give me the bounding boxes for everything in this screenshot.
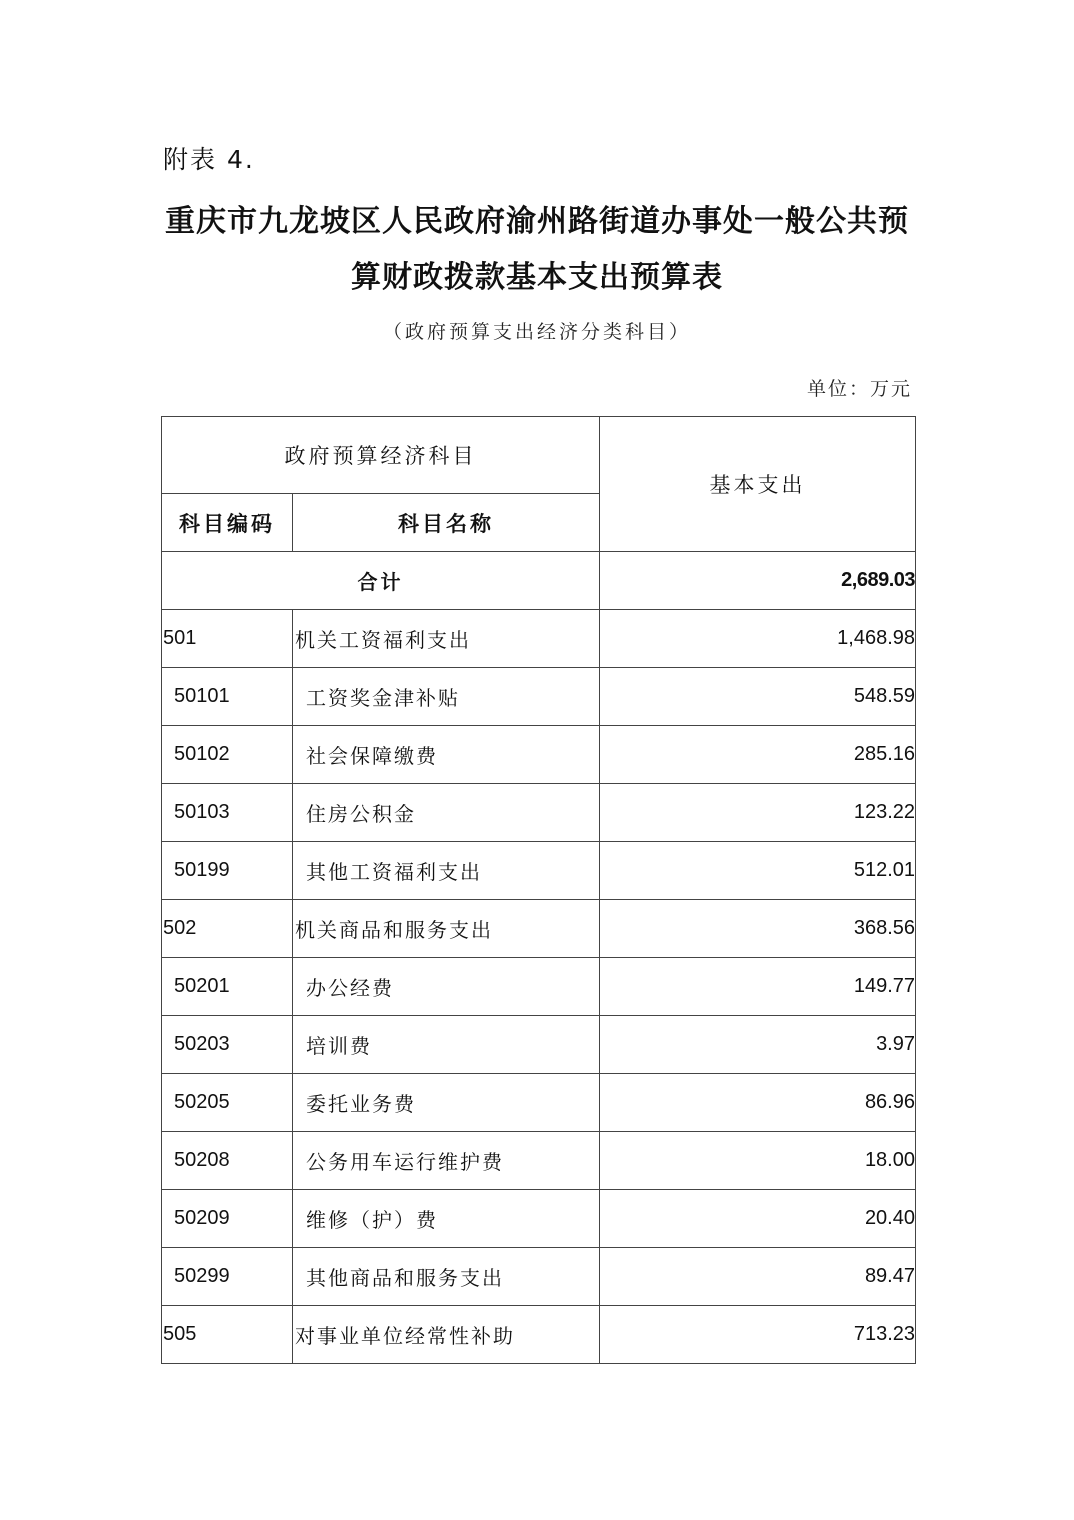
subject-name-cell: 委托业务费: [293, 1074, 600, 1132]
subject-name-cell: 公务用车运行维护费: [293, 1132, 600, 1190]
subject-name-cell: 社会保障缴费: [293, 726, 600, 784]
amount-cell: 89.47: [600, 1248, 916, 1306]
table-row: [162, 1016, 916, 1074]
table-row: [162, 1132, 916, 1190]
subject-code-cell: 50203: [162, 1016, 293, 1074]
subject-code-cell: 50205: [162, 1074, 293, 1132]
subject-name-cell: 其他工资福利支出: [293, 842, 600, 900]
header-economic-category: 政府预算经济科目: [162, 417, 600, 494]
table-row: [162, 958, 916, 1016]
header-subject-name: 科目名称: [293, 494, 600, 552]
subject-name-cell: 工资奖金津补贴: [293, 668, 600, 726]
amount-cell: 123.22: [600, 784, 916, 842]
amount-cell: 20.40: [600, 1190, 916, 1248]
subject-name-cell: 其他商品和服务支出: [293, 1248, 600, 1306]
total-row: [162, 552, 916, 610]
document-subtitle: （政府预算支出经济分类科目）: [382, 321, 691, 343]
subject-code-cell: 50102: [162, 726, 293, 784]
table-row: [162, 784, 916, 842]
subject-code-cell: 50208: [162, 1132, 293, 1190]
subject-code-cell: 502: [162, 900, 293, 958]
subject-code-cell: 50209: [162, 1190, 293, 1248]
amount-cell: 713.23: [600, 1306, 916, 1364]
total-value: 2,689.03: [600, 552, 916, 610]
unit-label: 单位：万元: [806, 378, 912, 400]
subject-name-cell: 对事业单位经常性补助: [293, 1306, 600, 1364]
total-label: 合计: [162, 552, 600, 610]
table-row: [162, 668, 916, 726]
subject-name-cell: 机关商品和服务支出: [293, 900, 600, 958]
amount-cell: 18.00: [600, 1132, 916, 1190]
subject-name-cell: 维修（护）费: [293, 1190, 600, 1248]
table-row: [162, 1190, 916, 1248]
document-title-line-2: 算财政拨款基本支出预算表: [351, 260, 723, 295]
table-row: [162, 1306, 916, 1364]
amount-cell: 86.96: [600, 1074, 916, 1132]
table-row: [162, 900, 916, 958]
table-row: [162, 610, 916, 668]
table-row: [162, 726, 916, 784]
amount-cell: 3.97: [600, 1016, 916, 1074]
subject-name-cell: 住房公积金: [293, 784, 600, 842]
amount-cell: 285.16: [600, 726, 916, 784]
table-row: [162, 1074, 916, 1132]
budget-table: [161, 416, 916, 1364]
table-row: [162, 1248, 916, 1306]
subject-name-cell: 培训费: [293, 1016, 600, 1074]
table-row: [162, 842, 916, 900]
subject-code-cell: 501: [162, 610, 293, 668]
annex-label: 附表 4.: [163, 145, 255, 174]
subject-code-cell: 50101: [162, 668, 293, 726]
amount-cell: 512.01: [600, 842, 916, 900]
subject-name-cell: 机关工资福利支出: [293, 610, 600, 668]
subject-code-cell: 50199: [162, 842, 293, 900]
header-subject-code: 科目编码: [162, 494, 293, 552]
header-basic-expenditure: 基本支出: [600, 417, 916, 552]
amount-cell: 368.56: [600, 900, 916, 958]
amount-cell: 149.77: [600, 958, 916, 1016]
subject-code-cell: 50201: [162, 958, 293, 1016]
subject-code-cell: 505: [162, 1306, 293, 1364]
subject-name-cell: 办公经费: [293, 958, 600, 1016]
table-header-row: [162, 417, 916, 494]
subject-code-cell: 50299: [162, 1248, 293, 1306]
amount-cell: 548.59: [600, 668, 916, 726]
amount-cell: 1,468.98: [600, 610, 916, 668]
document-title-line-1: 重庆市九龙坡区人民政府渝州路街道办事处一般公共预: [165, 204, 909, 239]
subject-code-cell: 50103: [162, 784, 293, 842]
